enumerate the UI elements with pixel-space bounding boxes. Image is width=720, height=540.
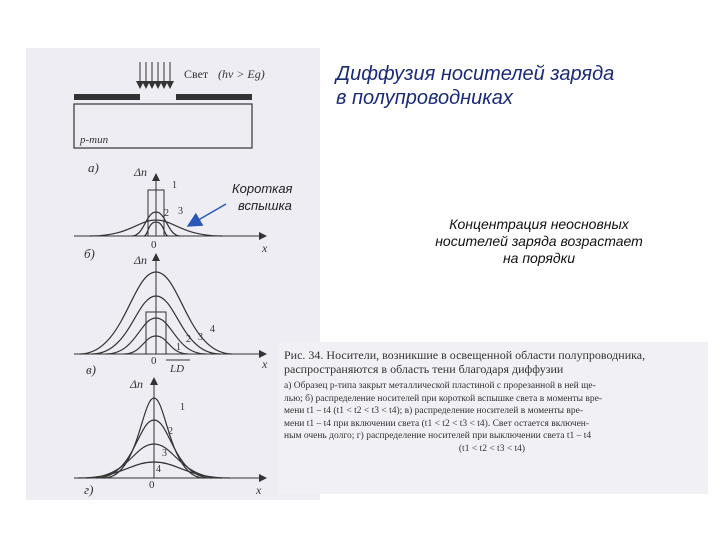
metal-plate-left	[74, 94, 140, 100]
caption-body	[284, 380, 700, 455]
delta-n-label-b: Δn	[134, 165, 148, 179]
caption-body-line-5: ным очень долго; г) распределение носителей при выключении света t1 – t4	[284, 431, 592, 441]
curve-number-b-3: 3	[178, 206, 183, 217]
slide-title-line-2: в полупроводниках	[336, 87, 513, 109]
panel-label-a: а)	[88, 160, 99, 175]
origin-c: 0	[151, 355, 157, 367]
caption-heading-line-1: Рис. 34. Носители, возникшие в освещенной области полупроводника,	[284, 348, 646, 362]
panel-label-c: в)	[86, 362, 96, 377]
metal-plate-right	[176, 94, 252, 100]
origin-b: 0	[151, 239, 157, 251]
caption-heading-line-2: распространяются в область тени благодаря диффузии	[284, 362, 564, 376]
callout-line-1: Короткая	[232, 181, 293, 196]
caption-body-line-1: а) Образец p-типа закрыт металлической пластиной с прорезанной в ней ще-	[284, 381, 596, 391]
curve-number-d-3: 3	[162, 448, 167, 459]
side-note-line-2: носителей заряда возрастает	[435, 233, 643, 249]
caption-body-line-4: мени t1 – t4 при включении света (t1 < t2 < t3 < t4). Свет остается включен-	[284, 418, 590, 429]
curve-number-d-2: 2	[168, 426, 173, 437]
length-label: LD	[170, 363, 185, 375]
curve-number-b-2: 2	[164, 208, 169, 219]
slide-title-line-1: Диффузия носителей заряда	[336, 63, 615, 85]
x-label-b: x	[262, 241, 268, 255]
curve-number-b-1: 1	[172, 180, 177, 191]
axes-c	[74, 254, 266, 354]
delta-n-label-d: Δn	[130, 377, 144, 391]
callout-arrow	[188, 204, 226, 226]
caption-body-line-6: (t1 < t2 < t3 < t4)	[458, 443, 526, 454]
origin-d: 0	[149, 479, 155, 491]
delta-n-label-c: Δn	[134, 253, 148, 267]
curve-number-c-3: 3	[198, 332, 203, 343]
sample-label: p-тип	[80, 134, 109, 146]
curve-number-d-1: 1	[180, 402, 185, 413]
curve-number-c-1: 1	[176, 342, 181, 353]
slide-title	[336, 62, 706, 110]
figure-caption	[284, 348, 700, 455]
side-note	[392, 216, 686, 267]
callout-line-2: вспышка	[238, 198, 292, 213]
curve-number-c-4: 4	[210, 324, 215, 335]
x-label-c: x	[262, 357, 268, 371]
caption-heading	[284, 348, 700, 376]
side-note-line-1: Концентрация неосновных	[449, 216, 629, 232]
light-condition: (hν > Eg)	[218, 67, 265, 81]
caption-body-line-3: мени t1 – t4 (t1 < t2 < t3 < t4); в) распределение носителей в моменты вре-	[284, 406, 583, 416]
side-note-line-3: на порядки	[502, 250, 576, 266]
x-label-d: x	[256, 483, 262, 497]
caption-body-line-2: лью; б) распределение носителей при короткой вспышке света в моменты вре-	[284, 393, 603, 404]
curve-number-c-2: 2	[186, 334, 191, 345]
light-arrows	[140, 62, 170, 88]
panel-label-d: г)	[84, 482, 94, 497]
panel-label-b: б)	[84, 246, 95, 261]
curve-number-d-4: 4	[156, 464, 161, 475]
light-label: Свет	[184, 67, 209, 81]
